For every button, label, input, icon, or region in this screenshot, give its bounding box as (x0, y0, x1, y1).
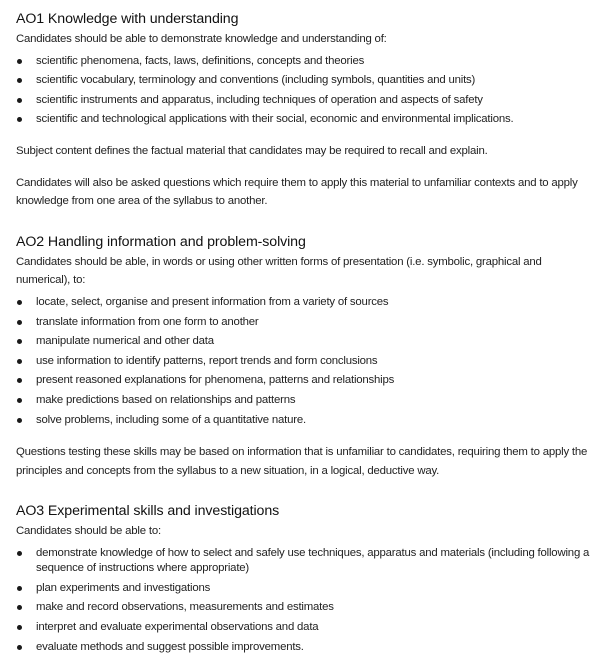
section-heading-ao2: AO2 Handling information and problem-solving (16, 233, 306, 250)
section-intro-ao1: Candidates should be able to demonstrate knowledge and understanding of: (16, 33, 387, 45)
list-item (16, 544, 594, 579)
list-item-text: scientific phenomena, facts, laws, definitions, concepts and theories (36, 54, 365, 67)
bullet-icon (17, 645, 22, 650)
bullet-icon (17, 398, 22, 403)
list-item-text: interpret and evaluate experimental observations and data (36, 621, 319, 634)
bullet-icon (17, 418, 22, 423)
list-item-text: make predictions based on relationships and patterns (36, 393, 296, 406)
list-item (16, 293, 594, 313)
bullet-icon (17, 59, 22, 64)
list-item-text: translate information from one form to another (36, 315, 259, 328)
list-item (16, 579, 594, 599)
list-item (16, 313, 594, 333)
list-item-text: scientific and technological applications with their social, economic and environmental implications. (36, 113, 514, 126)
list-item (16, 71, 594, 91)
list-item (16, 371, 594, 391)
list-item-text: manipulate numerical and other data (36, 335, 214, 348)
paragraph-ao2-questions: Questions testing these skills may be based on information that is unfamiliar to candidates, requiring them to apply the principles and concepts from the syllabus to a new situation, in a logical, deductive way. (16, 446, 588, 477)
list-item-text: solve problems, including some of a quantitative nature. (36, 413, 306, 426)
bullet-icon (17, 586, 22, 591)
list-item (16, 110, 594, 130)
bullet-icon (17, 605, 22, 610)
list-item (16, 618, 594, 638)
bullet-list-ao1 (16, 52, 594, 130)
list-item-text: present reasoned explanations for phenomena, patterns and relationships (36, 374, 395, 387)
bullet-icon (17, 551, 22, 556)
list-item-text: use information to identify patterns, report trends and form conclusions (36, 354, 378, 367)
list-item (16, 411, 594, 431)
section-ao1 (16, 10, 594, 211)
section-heading-ao3: AO3 Experimental skills and investigations (16, 503, 280, 520)
bullet-icon (17, 359, 22, 364)
section-ao2 (16, 233, 594, 481)
list-item (16, 52, 594, 72)
paragraph-ao1-apply: Candidates will also be asked questions which require them to apply this material to unfamiliar contexts and to apply knowledge from one area of the syllabus to another. (16, 176, 578, 208)
section-ao3 (16, 502, 594, 657)
list-item (16, 638, 594, 658)
bullet-list-ao2 (16, 293, 594, 430)
bullet-icon (17, 117, 22, 122)
list-item-text: demonstrate knowledge of how to select and safely use techniques, apparatus and materials (including following a sequence of instructions where appropriate) (36, 546, 590, 575)
bullet-icon (17, 339, 22, 344)
list-item-text: scientific instruments and apparatus, including techniques of operation and aspects of safety (36, 93, 483, 106)
section-intro-ao3: Candidates should be able to: (16, 525, 161, 538)
list-item-text: plan experiments and investigations (36, 581, 211, 594)
list-item-text: make and record observations, measurements and estimates (36, 601, 334, 614)
list-item-text: evaluate methods and suggest possible improvements. (36, 640, 304, 653)
bullet-icon (17, 320, 22, 325)
section-intro-ao2: Candidates should be able, in words or using other written forms of presentation (i.e. symbolic, graphical and numerical), to: (16, 255, 542, 287)
list-item (16, 598, 594, 618)
list-item (16, 391, 594, 411)
list-item (16, 352, 594, 372)
bullet-icon (17, 625, 22, 630)
bullet-icon (17, 98, 22, 103)
bullet-list-ao3 (16, 544, 594, 657)
list-item-text: locate, select, organise and present information from a variety of sources (36, 295, 389, 308)
section-heading-ao1: AO1 Knowledge with understanding (16, 11, 239, 27)
bullet-icon (17, 78, 22, 83)
bullet-icon (17, 378, 22, 383)
paragraph-ao1-content: Subject content defines the factual material that candidates may be required to recall and explain. (16, 144, 488, 157)
list-item (16, 332, 594, 352)
list-item (16, 91, 594, 111)
list-item-text: scientific vocabulary, terminology and conventions (including symbols, quantities and units) (36, 74, 476, 87)
bullet-icon (17, 300, 22, 305)
